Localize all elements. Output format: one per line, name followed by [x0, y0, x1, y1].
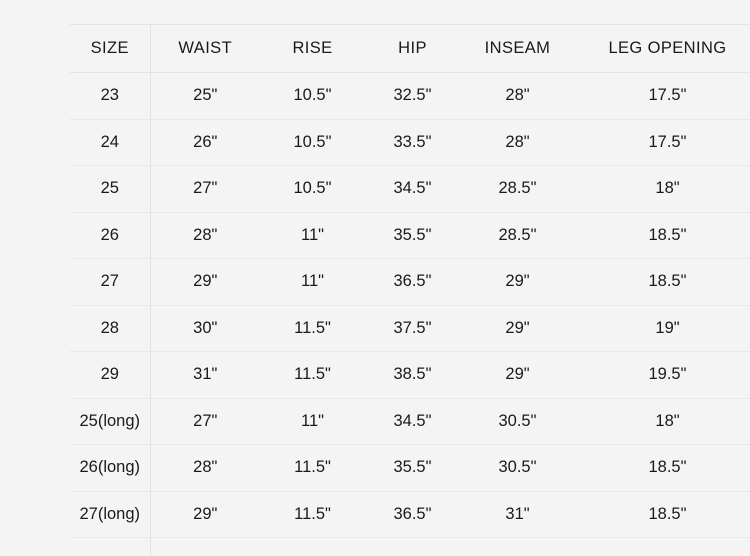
cell-rise: 11.5": [260, 491, 365, 538]
column-header-inseam: INSEAM: [460, 25, 575, 73]
cell-rise: 11.5": [260, 352, 365, 399]
cell-leg-opening: 18": [575, 166, 750, 213]
cell-hip: 35.5": [365, 212, 460, 259]
cell-leg-opening: 17.5": [575, 119, 750, 166]
cell-size: 24: [70, 119, 150, 166]
cell-size: 25: [70, 166, 150, 213]
cell-inseam: 30.5": [460, 398, 575, 445]
cell-leg-opening: 17.5": [575, 73, 750, 120]
cell-inseam: 29": [460, 259, 575, 306]
table-row: [70, 119, 750, 166]
cell-hip: 35.5": [365, 445, 460, 492]
cell-rise: 10.5": [260, 119, 365, 166]
cell-waist: 27": [150, 166, 260, 213]
table-body: [70, 73, 750, 538]
cell-hip: 34.5": [365, 398, 460, 445]
cell-hip: 36.5": [365, 259, 460, 306]
table-row: [70, 212, 750, 259]
table-row: [70, 445, 750, 492]
cell-inseam: 28.5": [460, 212, 575, 259]
cell-size: 27: [70, 259, 150, 306]
cell-size: 26: [70, 212, 150, 259]
cell-hip: 38.5": [365, 352, 460, 399]
column-header-leg-opening: LEG OPENING: [575, 25, 750, 73]
cell-inseam: 31": [460, 491, 575, 538]
cell-size: 29: [70, 352, 150, 399]
table-row: [70, 352, 750, 399]
cell-hip: 37.5": [365, 305, 460, 352]
cell-waist: 27": [150, 398, 260, 445]
cell-inseam: 30.5": [460, 445, 575, 492]
column-header-rise: RISE: [260, 25, 365, 73]
cell-rise: 11": [260, 259, 365, 306]
cell-size: 28: [70, 305, 150, 352]
cell-size: 25(long): [70, 398, 150, 445]
cell-waist: 29": [150, 491, 260, 538]
cell-leg-opening: 18.5": [575, 445, 750, 492]
table-row: [70, 166, 750, 213]
column-header-hip: HIP: [365, 25, 460, 73]
cell-inseam: 28": [460, 119, 575, 166]
cell-waist: 31": [150, 352, 260, 399]
table-row: [70, 305, 750, 352]
cell-size: 27(long): [70, 491, 150, 538]
cell-leg-opening: 18.5": [575, 491, 750, 538]
cell-rise: 11": [260, 398, 365, 445]
cell-inseam: 28.5": [460, 166, 575, 213]
cell-waist: 29": [150, 259, 260, 306]
cell-rise: 11": [260, 212, 365, 259]
cell-leg-opening: 18.5": [575, 259, 750, 306]
cell-waist: 26": [150, 119, 260, 166]
table-row: [70, 491, 750, 538]
cell-size: 23: [70, 73, 150, 120]
column-header-waist: WAIST: [150, 25, 260, 73]
cell-waist: 28": [150, 212, 260, 259]
cell-hip: 34.5": [365, 166, 460, 213]
table-row: [70, 259, 750, 306]
cell-inseam: 29": [460, 305, 575, 352]
cell-hip: 33.5": [365, 119, 460, 166]
cell-rise: 11.5": [260, 445, 365, 492]
column-header-size: SIZE: [70, 25, 150, 73]
cell-leg-opening: 19.5": [575, 352, 750, 399]
cell-rise: 10.5": [260, 166, 365, 213]
size-chart-table: [70, 24, 750, 538]
cell-inseam: 28": [460, 73, 575, 120]
column-divider-continuation: [150, 525, 151, 556]
cell-rise: 10.5": [260, 73, 365, 120]
cell-size: 26(long): [70, 445, 150, 492]
table-row: [70, 73, 750, 120]
cell-hip: 32.5": [365, 73, 460, 120]
cell-leg-opening: 18.5": [575, 212, 750, 259]
cell-waist: 25": [150, 73, 260, 120]
header-row: [70, 25, 750, 73]
cell-leg-opening: 19": [575, 305, 750, 352]
cell-rise: 11.5": [260, 305, 365, 352]
cell-waist: 30": [150, 305, 260, 352]
table-header: [70, 25, 750, 73]
cell-waist: 28": [150, 445, 260, 492]
cell-hip: 36.5": [365, 491, 460, 538]
cell-leg-opening: 18": [575, 398, 750, 445]
cell-inseam: 29": [460, 352, 575, 399]
table-row: [70, 398, 750, 445]
